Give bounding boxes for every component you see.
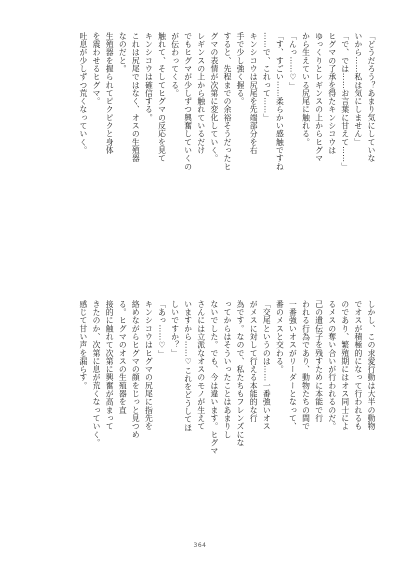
column-gap xyxy=(64,300,77,528)
text-column: これは尻尾ではなく、オスの生殖器 xyxy=(131,32,141,163)
text-column: る。ヒグマのオスの生殖器を直 xyxy=(118,300,128,415)
text-column: いますから……♡これをどうしてほ xyxy=(183,300,193,432)
text-column: われる行為であり、動物たちの間で xyxy=(301,300,311,431)
text-column: を震わせるヒグマ。 xyxy=(92,32,102,106)
text-column: キンシコウは尻尾を先端部分を右 xyxy=(249,32,259,155)
text-column: さんには立派なオスのモノが生えて xyxy=(196,300,206,431)
text-column: でもヒグマが少しずつ興奮していくの xyxy=(183,32,193,171)
text-column: しいですか？」 xyxy=(170,300,180,358)
text-column: 「どうだろう？あまり気にしていな xyxy=(367,32,376,163)
text-column: レギンスの上から触れているだけ xyxy=(196,32,206,155)
text-column: 番のメスと交わる。 xyxy=(275,300,285,374)
upper-text-block xyxy=(22,32,378,260)
text-column: のであり、繁殖期にはオス同士によ xyxy=(340,300,350,431)
text-column: ないでした。でも、今は違います。ヒグマ xyxy=(209,300,219,455)
text-column: きたのか、次第に息が荒くなっていく。 xyxy=(92,300,102,447)
text-column: 絡めながらヒグマの顔をじっと見つめ xyxy=(131,300,141,439)
text-column: キンシコウはヒグマの尻尾に指先を xyxy=(144,300,154,431)
text-column: 「あっ……♡」 xyxy=(157,300,167,359)
text-column: ってからはそういったことはあまりし xyxy=(222,300,232,439)
text-column: 生殖器を握られてピクピクと身体 xyxy=(105,32,115,155)
text-column: でオスが積極的になって行われるも xyxy=(353,300,363,431)
text-column: 「す、すごい……柔らかい感触ですね xyxy=(275,32,285,171)
page-number: 364 xyxy=(193,542,207,549)
text-column: 吐息が少しずつ荒くなっていく。 xyxy=(78,32,88,155)
text-column: グマの表情が次第に変化していく。 xyxy=(209,32,219,163)
text-column: 「交尾というのは……一番強いオス xyxy=(262,300,272,431)
text-column: がメスに対して行える本能的な行 xyxy=(249,300,259,423)
text-column: 為です。なので、私たちもフレンズにな xyxy=(236,300,246,447)
text-column: が伝わってくる。 xyxy=(170,32,180,98)
text-column: から生えている尻尾に触れる。 xyxy=(301,32,311,147)
text-column: ゆっくりとレギンスの上からヒグマ xyxy=(314,32,324,163)
text-column: いから……私は気にしません」 xyxy=(353,32,363,147)
lower-text-block xyxy=(22,300,378,528)
text-column: るメスの奪い合いが行われるのだ。 xyxy=(327,300,337,431)
text-column: ……で、これって……」 xyxy=(262,32,272,122)
text-column: すると、先程までの余裕そうだったヒ xyxy=(222,32,232,171)
text-column: 「んっ……♡」 xyxy=(288,32,298,91)
text-column: 己の遺伝子を残すために本能で行 xyxy=(314,300,324,423)
text-column: 触れて、そしてヒグマの反応を見て xyxy=(157,32,167,163)
text-column: 手で少し強く握る。 xyxy=(236,32,246,106)
text-column: なのだと。 xyxy=(118,32,128,73)
text-column: ヒグマの了承を得たキンシコウは xyxy=(327,32,337,155)
text-column: キンシコウは確信する。 xyxy=(144,32,154,122)
text-column: 一番強いオスがリーダーとなって、 xyxy=(288,300,298,431)
text-column: 感じて甘い声を漏らす。 xyxy=(78,300,88,390)
text-column: 接的に触れて次第に興奮が高まって xyxy=(105,300,115,431)
text-column: 「で、では……お言葉に甘えて……」 xyxy=(340,32,350,171)
text-column: しかし、この求愛行動は大半の動物 xyxy=(367,300,376,431)
